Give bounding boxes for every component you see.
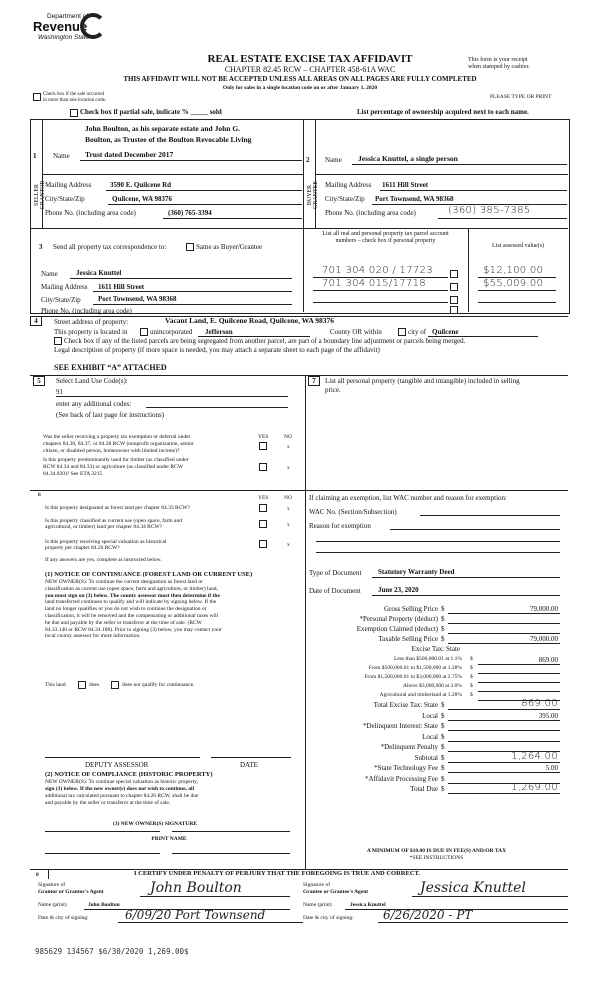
fee-line: [448, 741, 560, 742]
currency-sign: $: [441, 722, 445, 730]
fee-line: [448, 633, 560, 634]
logo-revenue: Revenue: [33, 19, 88, 34]
fee-line: [478, 682, 560, 683]
doc-type-value: Statutory Warranty Deed: [378, 568, 455, 576]
corr-city-value: Port Townsend, WA 98368: [98, 295, 177, 303]
seller-mail-value: 3590 E. Quilcene Rd: [110, 181, 172, 189]
unincorporated-label: unincorporated: [150, 328, 193, 336]
print-name-label: PRINT NAME: [151, 836, 187, 842]
personal-property-checkbox: [450, 270, 458, 278]
currency-sign: $: [441, 711, 445, 720]
doc-date-label: Date of Document: [309, 587, 361, 595]
notice1-line: land transferred continues to qualify and will indicate by signing below. If the: [45, 599, 217, 606]
seller-phone-label: Phone No. (including area code): [45, 209, 136, 217]
fee-label: *State Technology Fee: [374, 764, 438, 772]
yes-checkbox: [259, 442, 267, 450]
fee-value: 5.00: [545, 764, 558, 772]
deputy-assessor-label: DEPUTY ASSESSOR: [85, 761, 149, 769]
currency-sign: $: [441, 701, 445, 709]
fee-line: [448, 730, 560, 731]
grantor-agent-label: Grantor or Grantor's Agent: [38, 889, 104, 895]
currency-sign: $: [441, 764, 445, 772]
personal-property-label: price.: [325, 386, 341, 394]
grantor-date-city: 6/09/20 Port Townsend: [125, 908, 266, 922]
no-mark: x: [287, 506, 290, 512]
doc-date-value: June 23, 2020: [378, 586, 419, 594]
fee-label: Gross Selling Price: [383, 605, 438, 613]
currency-sign: $: [470, 692, 473, 698]
assessed-value-header: List assessed value(s): [492, 243, 544, 249]
corr-city-label: City/State/Zip: [41, 296, 81, 304]
fee-label: From $1,500,000.01 to $3,000,000 at 2.75%: [364, 674, 462, 680]
historic-question: Is this property receiving special valuation as historical: [45, 539, 167, 545]
fee-line: [448, 762, 560, 763]
personal-property-label: List all personal property (tangible and intangible) included in selling: [325, 377, 520, 385]
does-label: does: [89, 682, 100, 688]
fee-label: *Delinquent Interest: State: [362, 722, 438, 730]
notice1-line: local county assessor for more information.: [45, 633, 141, 640]
same-as-buyer-checkbox: [186, 243, 194, 251]
fee-value: 1,269.00: [511, 782, 558, 793]
current-use-question: agricultural, or timber) land per chapter 84.34 RCW?: [45, 524, 163, 530]
wac-label: WAC No. (Section/Subsection): [309, 508, 397, 516]
currency-sign: $: [441, 635, 445, 643]
fee-label: Exemption Claimed (deduct): [356, 625, 438, 633]
multi-location-label: in more than one location code.: [43, 98, 107, 103]
street-value: Vacant Land, E. Quilcene Road, Quilcene, WA 98376: [165, 316, 334, 325]
this-land-label: This land: [45, 682, 66, 688]
notice1-title: (1) NOTICE OF CONTINUANCE (FOREST LAND OR CURRENT USE): [45, 571, 253, 578]
receipt-note: when stamped by cashier.: [468, 64, 530, 70]
if-yes-note: If any answers are yes, complete as instructed below.: [45, 557, 162, 563]
section-5-number: 5: [33, 376, 45, 386]
logo-dept: Department of: [47, 13, 89, 20]
city-checkbox: [398, 328, 406, 336]
type-print-note: PLEASE TYPE OR PRINT: [490, 94, 552, 100]
doc-type-label: Type of Document: [309, 569, 362, 577]
parcel-number: 701 304 015/17718: [322, 278, 426, 289]
yes-checkbox: [259, 540, 267, 548]
same-as-buyer-label: Same as Buyer/Grantee: [196, 243, 263, 251]
new-owner-signature-label: (3) NEW OWNER(S) SIGNATURE: [113, 821, 197, 827]
section-7-number: 7: [308, 376, 320, 386]
fee-label: From $500,000.01 to $1,500,000 at 1.28%: [368, 665, 462, 671]
no-mark: x: [287, 465, 290, 471]
sig-of-label: Signature of: [38, 882, 66, 888]
fee-line: [448, 793, 560, 794]
yes-checkbox: [259, 463, 267, 471]
forest-question: Is this property designated as forest land per chapter 84.33 RCW?: [45, 505, 190, 511]
fee-line: [448, 613, 560, 614]
notice1-line: land no longer qualifies or you do not wish to continue the designation or: [45, 606, 207, 613]
fee-label: Less than $500,000.01 at 1.1%: [394, 656, 462, 662]
cashier-stamp: 985629 134567 $6/30/2020 1,269.00$: [35, 947, 189, 956]
exemption-question: citizen, or disabled person, homeowner with limited income)?: [43, 448, 180, 454]
buyer-name-value: Jessica Knuttel, a single person: [358, 154, 458, 163]
no-mark: x: [287, 542, 290, 548]
currency-sign: $: [441, 774, 445, 783]
see-back-note: (See back of last page for instructions): [56, 411, 165, 419]
historic-question: property per chapter 84.26 RCW?: [45, 545, 120, 551]
fee-label: Above $3,000,000 at 3.0%: [403, 683, 462, 689]
minimum-note: A MINIMUM OF $10.00 IS DUE IN FEE(S) AND/OR TAX: [366, 848, 507, 854]
fee-value: 869.00: [521, 698, 558, 709]
no-mark: x: [287, 444, 290, 450]
yes-checkbox: [259, 504, 267, 512]
corr-mail-label: Mailing Address: [41, 283, 88, 291]
fee-label: *Delinquent Penalty: [380, 743, 438, 751]
fee-label: Agricultural and timberland at 1.28%: [379, 692, 462, 698]
current-use-question: Is this property classified as current use (open space, farm and: [45, 518, 182, 524]
fee-label: Subtotal: [414, 753, 438, 762]
fee-line: [478, 691, 560, 692]
seller-name-line: Trust dated December 2017: [85, 150, 174, 159]
exhibit-note: SEE EXHIBIT “A” ATTACHED: [54, 363, 167, 372]
form-only-for: Only for sales in a single location code on or after January 1, 2020: [222, 85, 378, 91]
seller-side-label: SELLER GRANTOR: [34, 180, 46, 210]
parcel-header: List all real and personal property tax parcel account: [322, 231, 449, 237]
currency-sign: $: [441, 625, 445, 633]
notice1-line: be due and payable by the seller or transferor at the time of sale. (RCW: [45, 619, 202, 626]
fee-value: 79,000.00: [530, 605, 558, 613]
segregate-label: Check box if any of the listed parcels are being segregated from another parcel, are part of a boundary line adjustment or parcels being merged.: [64, 337, 466, 345]
personal-property-checkbox: [450, 296, 458, 304]
partial-sale-label: Check box if partial sale, indicate % _____ sold: [80, 108, 222, 116]
exemption-question: chapters 84.36, 84.37, or 84.38 RCW (nonprofit organization, senior: [43, 441, 194, 447]
fee-label: Local: [422, 711, 438, 720]
personal-property-checkbox: [450, 306, 458, 314]
seller-mail-label: Mailing Address: [45, 181, 92, 189]
personal-property-checkbox: [450, 283, 458, 291]
notice2-line: sign (3) below. If the new owner(s) does not wish to continue, all: [45, 786, 195, 792]
grantor-name-value: John Boulton: [88, 902, 120, 908]
does-not-checkbox: [111, 681, 119, 689]
corr-phone-label: Phone No. (including area code): [41, 307, 132, 315]
yes-header: YES: [258, 434, 269, 440]
timber-question: 84.34.020)? See ETA 3215: [43, 471, 103, 477]
located-label: This property is located in: [54, 328, 128, 336]
yes-checkbox: [259, 520, 267, 528]
no-mark: x: [287, 522, 290, 528]
buyer-mail-value: 1611 Hill Street: [382, 181, 429, 189]
corr-mail-value: 1611 Hill Street: [98, 283, 145, 291]
notice1-line: classification as current use (open space, farm and agriculture, or timber) land,: [45, 585, 218, 592]
timber-question: RCW 84.34 and 84.33) or agriculture (as classified under RCW: [43, 464, 183, 470]
date-label: DATE: [240, 761, 258, 769]
buyer-name-label: Name: [325, 156, 342, 164]
fee-label: Taxable Selling Price: [378, 635, 438, 643]
name-print-label: Name (print): [303, 902, 332, 908]
fee-label: *Affidavit Processing Fee: [365, 774, 438, 783]
form-chapter: CHAPTER 82.45 RCW – CHAPTER 458-61A WAC: [224, 65, 396, 74]
seller-name-line: Boulton, as Trustee of the Boulton Revocable Living: [85, 135, 252, 144]
currency-sign: $: [470, 665, 473, 671]
assessed-value: $12,100.00: [483, 265, 544, 276]
fee-line: [448, 772, 560, 773]
notice2-line: and payable by the seller or transferor at the time of sale.: [45, 800, 171, 806]
county-or-label: County OR within: [330, 328, 382, 336]
seller-name-line: John Boulton, as his separate estate and John G.: [85, 124, 241, 133]
partial-sale-checkbox: [70, 109, 78, 117]
assessed-value: $55,009.00: [483, 278, 544, 289]
parcel-header: numbers – check box if personal property: [335, 238, 436, 244]
parcel-number: 701 304 020 / 17723: [322, 265, 433, 276]
exemption-label: If claiming an exemption, list WAC number and reason for exemption:: [309, 494, 507, 502]
section-3-number: 3: [39, 243, 43, 251]
ownership-note: List percentage of ownership acquired next to each name.: [357, 108, 529, 116]
no-header: NO: [284, 434, 292, 440]
does-checkbox: [78, 681, 86, 689]
buyer-city-label: City/State/Zip: [325, 195, 365, 203]
notice2-title: (2) NOTICE OF COMPLIANCE (HISTORIC PROPERTY): [45, 771, 213, 778]
section-8-number: 8: [36, 872, 39, 878]
seller-city-value: Quilcene, WA 98376: [112, 195, 172, 203]
buyer-city-value: Port Townsend, WA 98368: [375, 195, 454, 203]
buyer-side-label: BUYER GRANTEE: [307, 181, 319, 209]
buyer-mail-label: Mailing Address: [325, 181, 372, 189]
form-warning: THIS AFFIDAVIT WILL NOT BE ACCEPTED UNLESS ALL AREAS ON ALL PAGES ARE FULLY COMPLETED: [123, 75, 477, 83]
grantee-date-city: 6/26/2020 - PT: [383, 908, 473, 922]
fee-label: *Personal Property (deduct): [359, 615, 438, 623]
seller-phone-value: (360) 765-3394: [168, 209, 212, 217]
section-2-number: 2: [306, 156, 310, 164]
currency-sign: $: [441, 753, 445, 762]
segregate-checkbox: [54, 337, 62, 345]
city-of-label: city of: [408, 328, 427, 336]
section-1-number: 1: [33, 152, 37, 160]
section-6-number: 6: [38, 492, 41, 498]
currency-sign: $: [441, 732, 445, 741]
currency-sign: $: [441, 615, 445, 623]
multi-location-label: Check box if the sale occurred: [43, 92, 104, 97]
fee-label: Total Excise Tax: State: [373, 701, 438, 709]
fee-line: [478, 664, 560, 665]
fee-value: 869.00: [538, 656, 558, 664]
see-instructions-note: *SEE INSTRUCTIONS: [409, 855, 464, 861]
fee-value: 79,000.00: [530, 635, 558, 643]
fee-label: Local: [422, 732, 438, 741]
fee-value: 395.00: [538, 711, 558, 720]
seller-name-label: Name: [53, 152, 70, 160]
street-label: Street address of property:: [54, 318, 129, 326]
notice2-line: NEW OWNER(S): To continue special valuation as historic property,: [45, 779, 198, 785]
notice1-line: NEW OWNER(S): To continue the current designation as forest land or: [45, 579, 203, 585]
city-value: Quilcene: [432, 328, 459, 336]
logo-mark-icon: [80, 13, 106, 39]
fee-line: [448, 720, 560, 721]
land-use-code: 91: [56, 388, 63, 396]
currency-sign: $: [441, 785, 445, 793]
timber-question: Is this property predominantly used for timber (as classified under: [43, 457, 189, 463]
currency-sign: $: [470, 683, 473, 689]
no-header: NO: [284, 495, 292, 501]
currency-sign: $: [441, 743, 445, 751]
fee-label: Total Due: [410, 785, 438, 793]
land-use-label: Select Land Use Code(s):: [56, 377, 128, 385]
receipt-note: This form is your receipt: [468, 57, 528, 63]
date-city-label: Date & city of signing:: [303, 915, 354, 921]
does-not-label: does not qualify for continuance.: [122, 682, 195, 688]
seller-city-label: City/State/Zip: [45, 195, 85, 203]
currency-sign: $: [441, 605, 445, 613]
fee-line: [448, 643, 560, 644]
currency-sign: $: [470, 674, 473, 680]
grantee-agent-label: Grantee or Grantee's Agent: [303, 889, 369, 895]
fee-line: [448, 623, 560, 624]
buyer-phone-value: (360) 385-7385: [448, 205, 531, 216]
currency-sign: $: [470, 656, 473, 662]
date-city-label: Date & city of signing:: [38, 915, 89, 921]
corr-name-value: Jessica Knuttel: [76, 269, 122, 277]
exemption-question: Was the seller receiving a property tax exemption or deferral under: [43, 434, 191, 440]
grantee-name-value: Jessica Knuttel: [350, 902, 386, 908]
reason-label: Reason for exemption: [309, 522, 371, 530]
legal-desc-label: Legal description of property (if more space is needed, you may attach a separate sheet to each page of the affidavit): [54, 346, 380, 354]
section-4-number: 4: [30, 316, 42, 326]
corr-name-label: Name: [41, 270, 58, 278]
excise-tax-label: Excise Tax: State: [411, 645, 460, 653]
multi-location-checkbox: [33, 93, 41, 101]
correspondence-label: Send all property tax correspondence to:: [53, 243, 167, 251]
fee-line: [448, 709, 560, 710]
form-title: REAL ESTATE EXCISE TAX AFFIDAVIT: [207, 53, 413, 65]
unincorporated-checkbox: [140, 328, 148, 336]
fee-line: [478, 673, 560, 674]
grantor-signature: John Boulton: [150, 880, 242, 896]
notice1-line: classification, it will be removed and the compensating or additional taxes will: [45, 613, 219, 619]
grantee-signature: Jessica Knuttel: [420, 880, 526, 896]
notice1-line: 84.33.140 or RCW 84.34.108). Prior to signing (3) below, you may contact your: [45, 626, 222, 633]
county-value: Jefferson: [205, 328, 233, 336]
buyer-phone-label: Phone No. (including area code): [325, 209, 416, 217]
certify-statement: I CERTIFY UNDER PENALTY OF PERJURY THAT THE FOREGOING IS TRUE AND CORRECT.: [134, 870, 421, 877]
yes-header: YES: [258, 495, 269, 501]
notice1-line: you must sign on (3) below. The county assessor must then determine if the: [45, 592, 220, 599]
logo-state: Washington State: [38, 34, 90, 41]
name-print-label: Name (print): [38, 902, 67, 908]
additional-codes-label: enter any additional codes:: [56, 400, 132, 408]
notice2-line: additional tax calculated pursuant to chapter 84.26 RCW, shall be due: [45, 793, 199, 799]
fee-value: 1,264.00: [511, 750, 558, 762]
sig-of-label: Signature of: [303, 882, 331, 888]
